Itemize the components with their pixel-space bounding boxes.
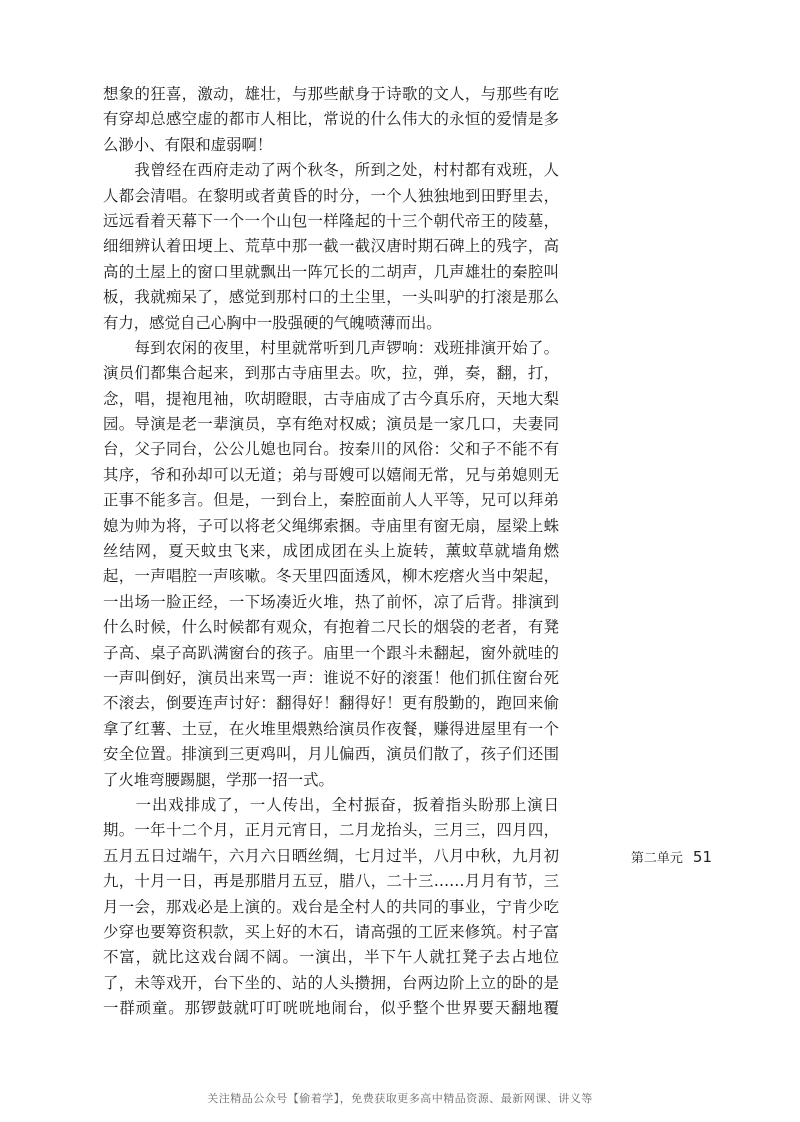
text-line: 其序，爷和孙却可以无道；弟与哥嫂可以嬉闹无常，兄与弟媳则无 — [103, 465, 559, 484]
text-line: 有穿却总感空虚的都市人相比，常说的什么伟大的永恒的爱情是多 — [103, 110, 559, 129]
watermark-text: 关注精品公众号【偷着学】，免费获取更多高中精品资源、最新网课、讲义等 — [207, 1092, 593, 1105]
text-line: 子高、桌子高趴满窗台的孩子。庙里一个跟斗未翻起，窗外就哇的 — [103, 643, 559, 662]
text-line: 五月五日过端午，六月六日晒丝绸，七月过半，八月中秋，九月初 — [103, 846, 559, 865]
text-line: 期。一年十二个月，正月元宵日，二月龙抬头，三月三，四月四， — [103, 821, 559, 840]
text-line: 一出戏排成了，一人传出，全村振奋，扳着指头盼那上演日 — [103, 795, 559, 814]
text-line: 演员们都集合起来，到那古寺庙里去。吹，拉，弹，奏，翻，打， — [103, 364, 559, 383]
page-number: 51 — [692, 848, 712, 866]
text-line: 拿了红薯、土豆，在火堆里煨熟给演员作夜餐，赚得进屋里有一个 — [103, 719, 559, 738]
page-footer — [631, 847, 712, 866]
text-line: 远远看着天幕下一个一个山包一样隆起的十三个朝代帝王的陵墓， — [103, 211, 559, 230]
text-line: 板，我就痴呆了，感觉到那村口的土尘里，一头叫驴的打滚是那么 — [103, 288, 559, 307]
text-line: 每到农闲的夜里，村里就常听到几声锣响：戏班排演开始了。 — [103, 338, 559, 357]
text-line: 九，十月一日，再是那腊月五豆，腊八，二十三……月月有节，三 — [103, 872, 559, 891]
text-line: 细细辨认着田埂上、荒草中那一截一截汉唐时期石碑上的残字，高 — [103, 237, 559, 256]
text-line: 不滚去，倒要连声讨好：翻得好！翻得好！更有殷勤的，跑回来偷 — [103, 694, 559, 713]
text-line: 少穿也要筹资积款，买上好的木石，请高强的工匠来修筑。村子富 — [103, 922, 559, 941]
text-line: 台，父子同台，公公儿媳也同台。按秦川的风俗：父和子不能不有 — [103, 440, 559, 459]
text-line: 园。导演是老一辈演员，享有绝对权威；演员是一家几口，夫妻同 — [103, 415, 559, 434]
text-line: 人都会清唱。在黎明或者黄昏的时分，一个人独独地到田野里去， — [103, 186, 559, 205]
text-line: 一出场一脸正经，一下场凑近火堆，热了前怀，凉了后背。排演到 — [103, 592, 559, 611]
text-line: 安全位置。排演到三更鸡叫，月儿偏西，演员们散了，孩子们还围 — [103, 745, 559, 764]
text-line: 正事不能多言。但是，一到台上，秦腔面前人人平等，兄可以拜弟 — [103, 491, 559, 510]
text-line: 高的土屋上的窗口里就飘出一阵冗长的二胡声，几声雄壮的秦腔叫 — [103, 262, 559, 281]
unit-label: 第二单元 — [630, 851, 683, 866]
text-line: 我曾经在西府走动了两个秋冬，所到之处，村村都有戏班，人 — [103, 161, 559, 180]
text-line: 不富，就比这戏台阔不阔。一演出，半下午人就扛凳子去占地位 — [103, 948, 559, 967]
text-line: 什么时候，什么时候都有观众，有抱着二尺长的烟袋的老者，有凳 — [103, 618, 559, 637]
text-line: 媳为帅为将，子可以将老父绳绑索捆。寺庙里有窗无扇，屋梁上蛛 — [103, 516, 559, 535]
text-line: 了火堆弯腰踢腿，学那一招一式。 — [103, 770, 334, 789]
text-line: 一声叫倒好，演员出来骂一声：谁说不好的滚蛋！他们抓住窗台死 — [103, 668, 559, 687]
text-line: 丝结网，夏天蚊虫飞来，成团成团在头上旋转，薰蚊草就墙角燃 — [103, 542, 559, 561]
text-line: 月一会，那戏必是上演的。戏台是全村人的共同的事业，宁肯少吃 — [103, 897, 559, 916]
article-body — [103, 82, 559, 1021]
text-line: 了，未等戏开，台下坐的、站的人头攒拥，台两边阶上立的卧的是 — [103, 973, 559, 992]
text-line: 想象的狂喜，激动，雄壮，与那些献身于诗歌的文人，与那些有吃 — [103, 85, 559, 103]
text-line: 念，唱，提袍甩袖，吹胡瞪眼，古寺庙成了古今真乐府，天地大梨 — [103, 389, 559, 408]
text-line: 起，一声唱腔一声咳嗽。冬天里四面透风，柳木疙瘩火当中架起， — [103, 567, 559, 586]
text-line: 么渺小、有限和虚弱啊！ — [103, 135, 273, 154]
text-line: 有力，感觉自己心胸中一股强硬的气魄喷薄而出。 — [103, 313, 442, 332]
text-line: 一群顽童。那锣鼓就叮叮咣咣地闹台，似乎整个世界要天翻地覆 — [103, 999, 559, 1018]
